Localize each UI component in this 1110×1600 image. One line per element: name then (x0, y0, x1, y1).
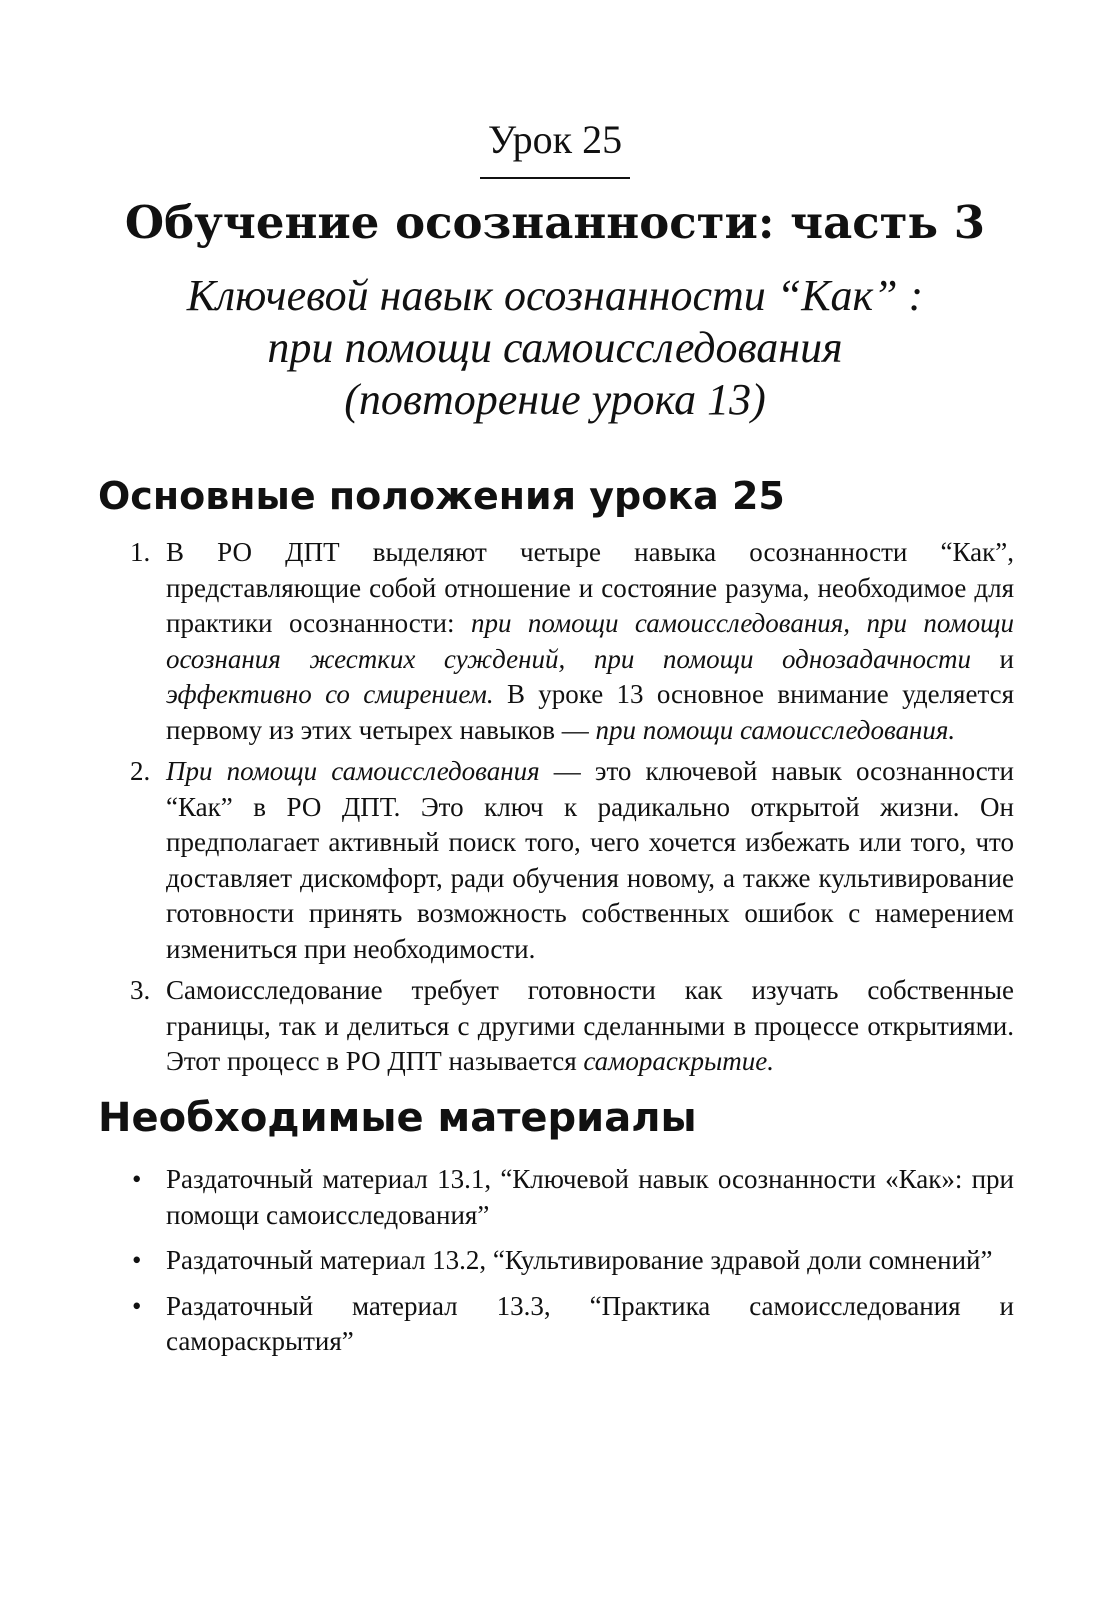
list-item-number: 2. (130, 756, 151, 786)
material-text: Раздаточный материал 13.1, “Ключевой навык осознанности «Как»: при помощи самоисследования” (166, 1164, 1014, 1230)
list-item (98, 1162, 1014, 1233)
key-points-list (98, 535, 1014, 1080)
subtitle-line: Ключевой навык осознанности “Как” : (186, 271, 924, 320)
item-emphasis: при помощи самоисследования, при помощи осознания жестких суждений, при помощи однозадачности (166, 608, 1014, 674)
chapter-subtitle (0, 270, 1110, 426)
lesson-divider (480, 177, 630, 179)
item-text: Самоисследование требует готовности как изучать собственные границы, так и делиться с другими сделанными в процессе открытиями. Этот процесс в РО ДПТ называется (166, 975, 1014, 1076)
materials-heading: Необходимые материалы (98, 1095, 697, 1141)
subtitle-line: (повторение урока 13) (344, 375, 766, 424)
material-text: Раздаточный материал 13.3, “Практика самоисследования и самораскрытия” (166, 1290, 1014, 1356)
key-points-heading: Основные положения урока 25 (98, 474, 785, 518)
item-text: — это ключевой навык осознанности “Как” в РО ДПТ. Это ключ к радикально открытой жизни. Он предполагает активный поиск того, чего хочется избежать или того, что доставляет дискомфорт, ради обучения новому, а также культивирование готовности принять возможность собственных ошибок с намерением измениться при необходимости. (166, 756, 1015, 964)
item-text: В РО ДПТ выделяют четыре навыка осознанности “Как”, представляющие собой отношение и состояние разума, необходимое для практики осознанности: (166, 537, 1014, 638)
lesson-label: Урок 25 (487, 117, 623, 162)
bullet-icon: • (132, 1290, 142, 1321)
bullet-icon: • (132, 1245, 142, 1275)
materials-list (98, 1162, 1014, 1360)
item-emphasis: эффективно со смирением. (166, 679, 494, 709)
list-item-number: 1. (130, 537, 151, 567)
subtitle-line: при помощи самоисследования (267, 323, 843, 372)
list-item-number: 3. (130, 975, 151, 1005)
item-emphasis: при помощи самоисследования. (595, 714, 956, 745)
list-item (98, 754, 1014, 967)
list-item (98, 535, 1014, 748)
list-item (98, 1289, 1014, 1360)
list-item (98, 1243, 1014, 1279)
list-item (98, 973, 1014, 1080)
chapter-title: Обучение осознанности: часть 3 (124, 196, 986, 249)
item-text: В уроке 13 основное внимание уделяется первому из этих четырех навыков — (166, 679, 1014, 745)
material-text: Раздаточный материал 13.2, “Культивирование здравой доли сомнений” (166, 1245, 993, 1275)
bullet-icon: • (132, 1164, 142, 1194)
item-emphasis: При помощи самоисследования (166, 756, 540, 786)
item-text: и (970, 643, 1014, 674)
item-emphasis: самораскрытие. (583, 1046, 775, 1076)
